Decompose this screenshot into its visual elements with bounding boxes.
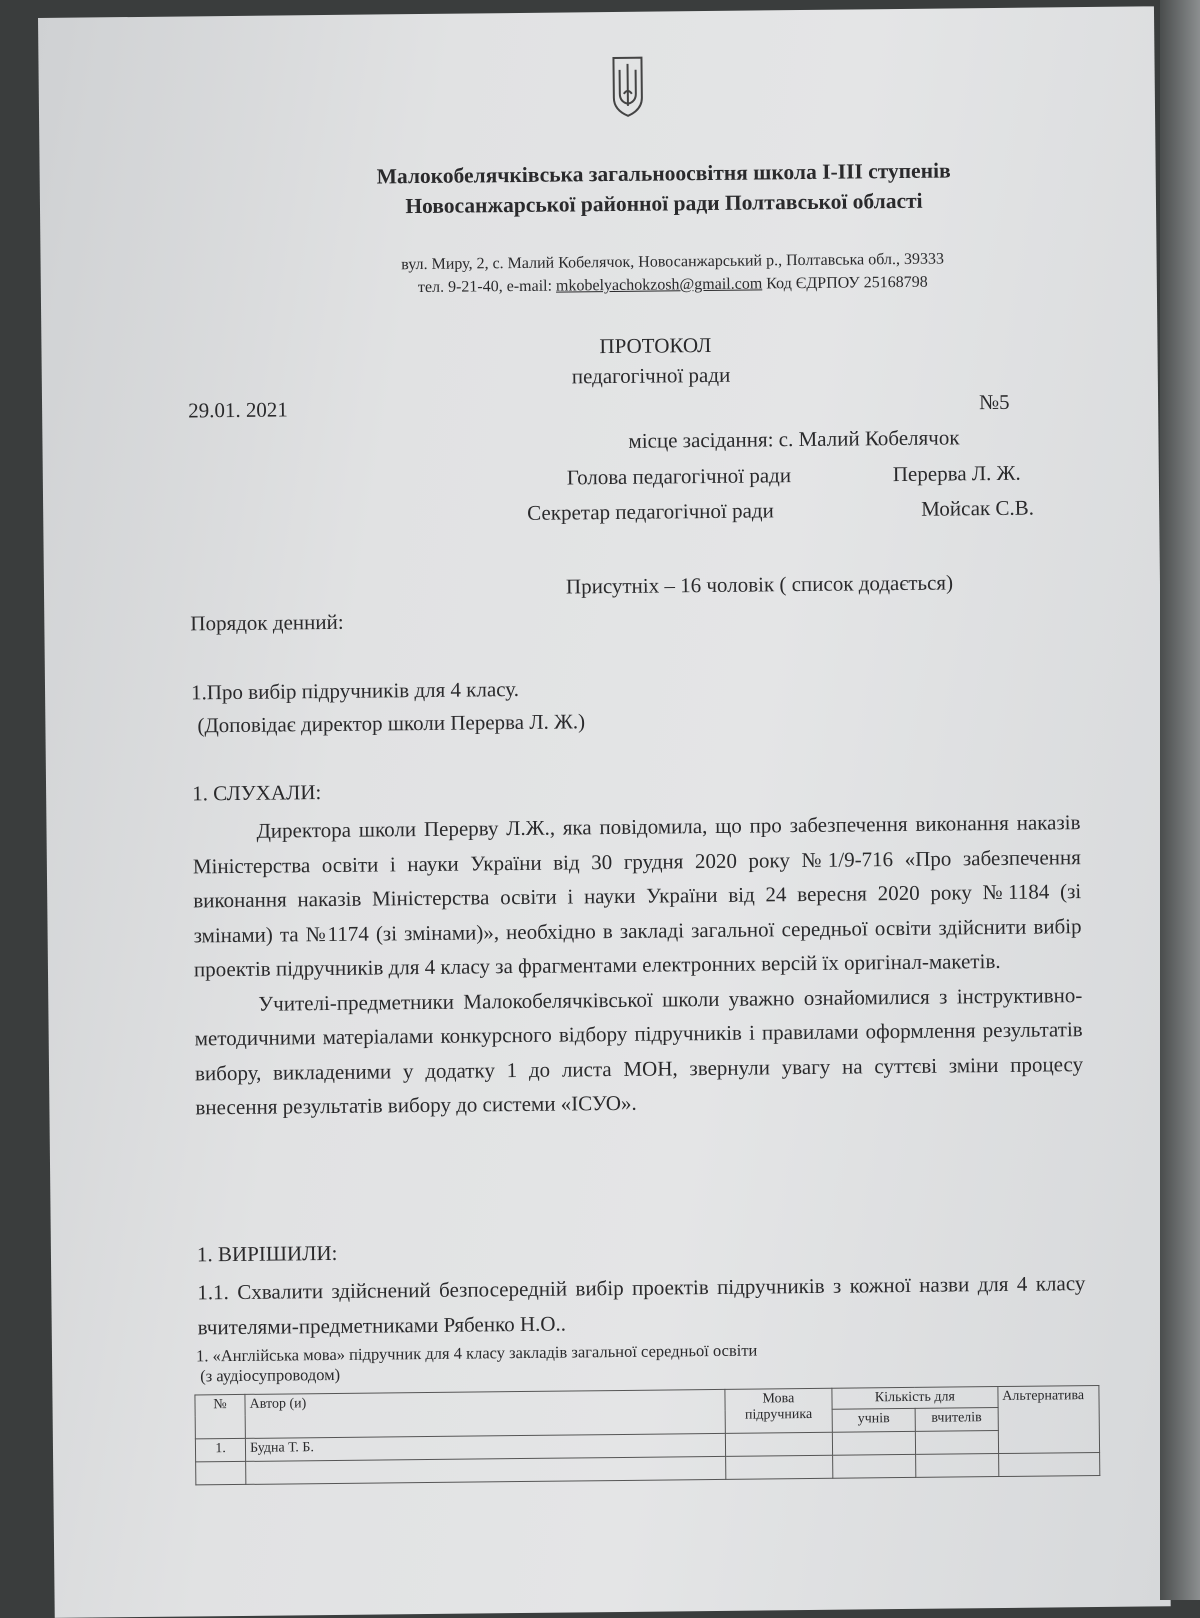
document-page — [38, 6, 1171, 1618]
row-author — [246, 1456, 726, 1484]
textbook-choice-table — [194, 1385, 1100, 1485]
listened-paragraph-1: Директора школи Перерву Л.Ж., яка повідомила, що про забезпечення виконання наказів Міністерства освіти і науки України від 30 грудня 2020 року №1/9-716 «Про забезпечення виконання наказів Міністерства освіти і науки України від 24 вересня 2020 року №1184 (зі змінами) та №1174 (зі змінами)», необхідно в закладі загальної середньої освіти здійснити вибір проектів підручників для 4 класу за фрагментами електронних версій їх оригінал-макетів. — [192, 810, 1082, 982]
protocol-number: №5 — [978, 389, 1010, 415]
agenda-heading: Порядок денний: — [190, 609, 344, 636]
row-students — [832, 1431, 915, 1455]
phone-email-label: тел. 9-21-40, e-mail: — [417, 277, 557, 297]
secretary-name: Мойсак С.В. — [921, 495, 1035, 521]
agenda-item-1: 1.Про вибір підручників для 4 класу. — [190, 677, 520, 705]
decided-heading: 1. ВИРІШИЛИ: — [196, 1240, 338, 1267]
row-teachers — [915, 1454, 998, 1478]
agenda-item-1-speaker: (Доповідає директор школи Перерва Л. Ж.) — [197, 709, 586, 738]
row-alternative — [998, 1452, 1100, 1476]
listened-heading: 1. СЛУХАЛИ: — [192, 780, 322, 806]
decided-subitem-line2: (з аудіосупроводом) — [200, 1364, 341, 1386]
row-number — [196, 1461, 246, 1485]
col-header-number: № — [195, 1394, 246, 1439]
row-number: 1. — [195, 1438, 245, 1462]
listened-paragraph-2: Учителі-предметники Малокобелячківської школи уважно ознайомилися з інструктивно-методичними матеріалами конкурсного відбору підручників і правилами оформлення результатів вибору, викладеними у додатку 1 до листа МОН, звернули увагу на суттєві зміни процесу внесення результатів вибору до системи «ІСУО». — [194, 982, 1084, 1120]
protocol-subtitle: педагогічної ради — [571, 362, 731, 389]
decided-item-1-1: 1.1. Схвалити здійснений безпосередній вибір проектів підручників з кожної назви для 4 класу вчителями-предметниками Рябенко Н.О.. — [197, 1271, 1086, 1339]
row-language — [725, 1455, 833, 1479]
school-address: вул. Миру, 2, с. Малий Кобелячок, Новосанжарський р., Полтавська обл., 39333 — [401, 250, 944, 274]
row-students — [833, 1454, 916, 1478]
school-name-line2: Новосанжарської районної ради Полтавської області — [405, 188, 923, 219]
meeting-venue: місце засідання: с. Малий Кобелячок — [628, 425, 960, 453]
col-header-author: Автор (и) — [245, 1389, 725, 1438]
email-link[interactable]: mkobelyachokzosh@gmail.com — [555, 275, 763, 295]
edrpou-code: Код ЄДРПОУ 25168798 — [762, 273, 928, 293]
col-header-alternative: Альтернатива — [998, 1385, 1100, 1453]
protocol-title: ПРОТОКОЛ — [599, 332, 712, 359]
col-header-count: Кількість для — [832, 1387, 998, 1410]
col-header-students: учнів — [832, 1408, 915, 1432]
decided-subitem-line1: 1. «Англійська мова» підручник для 4 класу закладів загальної середньої освіти — [195, 1340, 758, 1366]
chair-name: Перерва Л. Ж. — [892, 460, 1021, 487]
school-name-line1: Малокобелячківська загальноосвітня школа І-ІІІ ступенів — [376, 158, 951, 189]
secretary-label: Секретар педагогічної ради — [527, 498, 774, 525]
attendance: Присутніх – 16 чоловік ( список додається) — [565, 570, 954, 599]
background-edge — [1160, 0, 1200, 1600]
listened-text — [192, 805, 1083, 1125]
row-teachers — [915, 1431, 998, 1455]
trident-emblem-icon — [610, 54, 645, 118]
row-language — [725, 1432, 833, 1456]
col-header-teachers: вчителів — [915, 1408, 998, 1432]
row-author: Будна Т. Б. — [245, 1433, 725, 1461]
protocol-date: 29.01. 2021 — [187, 397, 288, 423]
school-contacts — [293, 272, 1053, 298]
col-header-language: Мова підручника — [725, 1388, 833, 1433]
chair-label: Голова педагогічної ради — [566, 463, 792, 490]
